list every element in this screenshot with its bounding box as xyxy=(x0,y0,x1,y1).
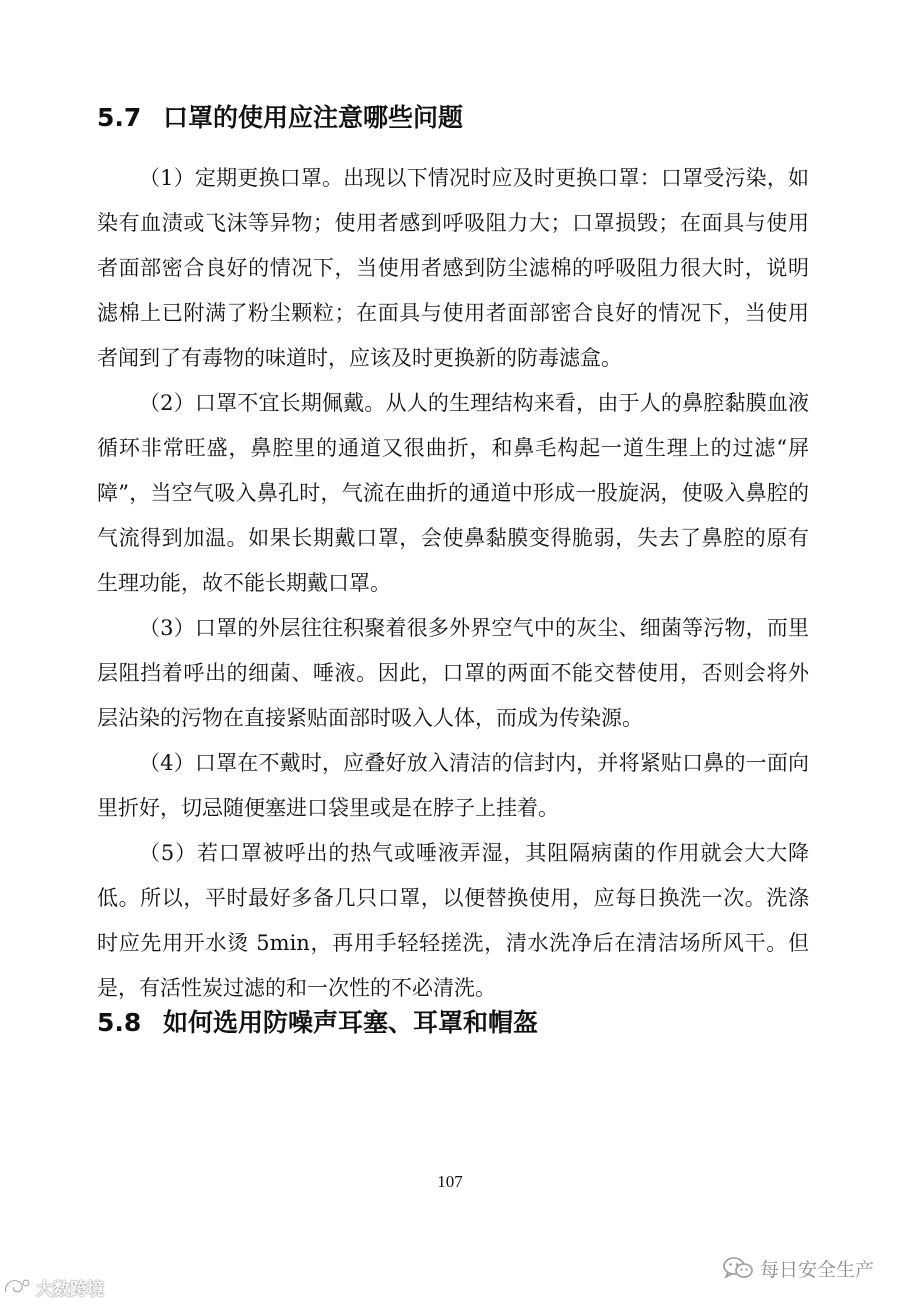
body-text xyxy=(97,156,809,1011)
paragraph-1: （1）定期更换口罩。出现以下情况时应及时更换口罩：口罩受污染，如染有血渍或飞沫等异物；使用者感到呼吸阻力大；口罩损毁；在面具与使用者面部密合良好的情况下，当使用者感到防尘滤棉的呼吸阻力很大时，说明滤棉上已附满了粉尘颗粒；在面具与使用者面部密合良好的情况下，当使用者闻到了有毒物的味道时，应该及时更换新的防毒滤盒。 xyxy=(97,166,809,370)
section-title: 如何选用防噪声耳塞、耳罩和帽盔 xyxy=(163,1008,539,1037)
logo-icon xyxy=(2,1276,32,1298)
section-number: 5.8 xyxy=(97,1008,142,1037)
paragraph-5: （5）若口罩被呼出的热气或唾液弄湿，其阻隔病菌的作用就会大大降低。所以，平时最好多备几只口罩，以便替换使用，应每日换洗一次。洗涤时应先用开水烫 5min，再用手轻轻搓洗，清水洗净后在清洁场所风干。但是，有活性炭过滤的和一次性的不必清洗。 xyxy=(97,841,809,1000)
watermark-left xyxy=(2,1274,104,1300)
watermark-right xyxy=(722,1250,874,1286)
section-number: 5.7 xyxy=(97,103,142,132)
page-number: 107 xyxy=(437,1172,463,1191)
paragraph-3: （3）口罩的外层往往积聚着很多外界空气中的灰尘、细菌等污物，而里层阻挡着呼出的细菌、唾液。因此，口罩的两面不能交替使用，否则会将外层沾染的污物在直接紧贴面部时吸入人体，而成为传染源。 xyxy=(97,616,809,730)
section-title: 口罩的使用应注意哪些问题 xyxy=(163,103,464,132)
section-heading-5-8 xyxy=(97,1006,817,1040)
paragraph-2: （2）口罩不宜长期佩戴。从人的生理结构来看，由于人的鼻腔黏膜血液循环非常旺盛，鼻腔里的通道又很曲折，和鼻毛构起一道生理上的过滤“屏障”，当空气吸入鼻孔时，气流在曲折的通道中形成一股旋涡，使吸入鼻腔的气流得到加温。如果长期戴口罩，会使鼻黏膜变得脆弱，失去了鼻腔的原有生理功能，故不能长期戴口罩。 xyxy=(97,391,809,595)
watermark-right-text: 每日安全生产 xyxy=(759,1258,874,1281)
paragraph-4: （4）口罩在不戴时，应叠好放入清洁的信封内，并将紧贴口鼻的一面向里折好，切忌随便塞进口袋里或是在脖子上挂着。 xyxy=(97,751,809,820)
watermark-left-text: 大数跨境 xyxy=(36,1279,104,1300)
section-heading-5-7 xyxy=(97,101,817,135)
wechat-icon xyxy=(722,1255,754,1281)
